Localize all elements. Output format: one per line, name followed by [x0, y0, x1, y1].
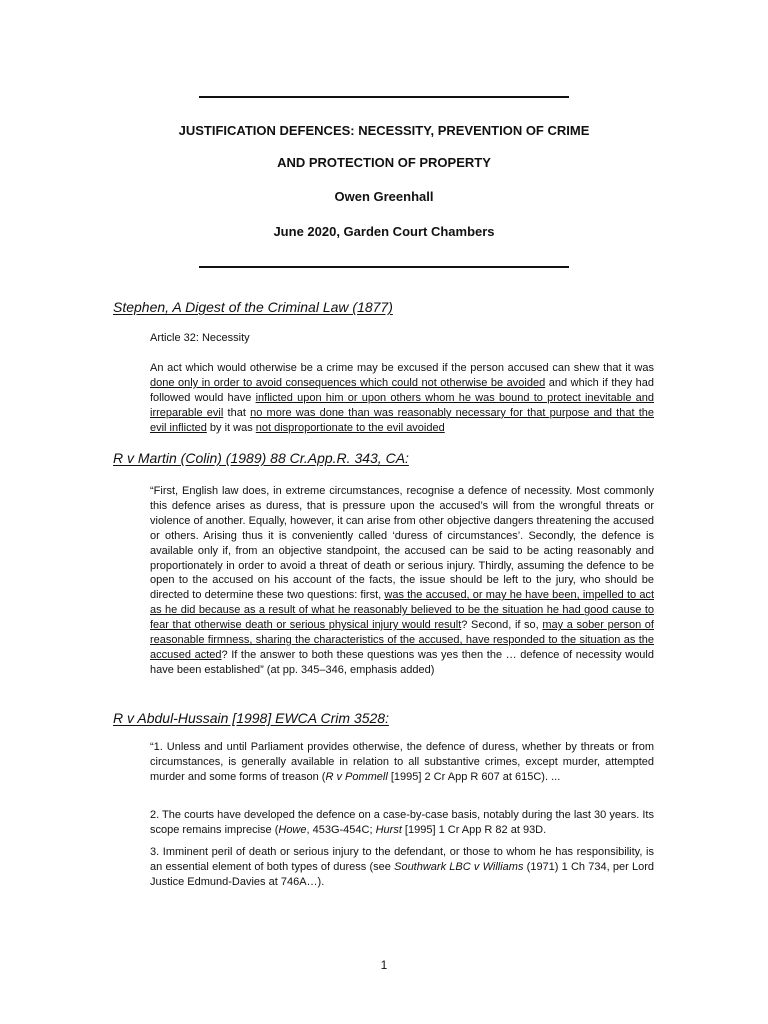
date-line: June 2020, Garden Court Chambers [273, 224, 495, 239]
bottom-rule [199, 266, 569, 268]
title-line-2: AND PROTECTION OF PROPERTY [277, 155, 491, 170]
title-line-1: JUSTIFICATION DEFENCES: NECESSITY, PREVENTION OF CRIME [178, 123, 590, 138]
section-heading-martin: R v Martin (Colin) (1989) 88 Cr.App.R. 343, CA: [113, 450, 409, 466]
stephen-paragraph: An act which would otherwise be a crime may be excused if the person accused can shew that it was done only in order to avoid consequences which could not otherwise be avoided and which if they had followed would have inflicted upon him or upon others whom he was bound to protect inevitable and irreparable evil that no more was done than was reasonably necessary for that purpose and that the evil inflicted by it was not disproportionate to the evil avoided [150, 362, 655, 434]
top-rule [199, 96, 569, 98]
section-heading-abdul-hussain: R v Abdul-Hussain [1998] EWCA Crim 3528: [113, 710, 389, 726]
abdul-hussain-paragraph-2: 2. The courts have developed the defence on a case-by-case basis, notably during the last 30 years. Its scope remains imprecise (Howe, 453G-454C; Hurst [1995] 1 Cr App R 82 at 93D. [150, 809, 654, 836]
abdul-hussain-paragraph-1: “1. Unless and until Parliament provides otherwise, the defence of duress, whether by threats or from circumstances, is generally available in relation to all substantive crimes, except murder, attempted murder and some forms of treason (R v Pommell [1995] 2 Cr App R 607 at 615C). ... [150, 741, 654, 783]
section-heading-stephen: Stephen, A Digest of the Criminal Law (1877) [113, 299, 393, 315]
page-number: 1 [380, 958, 388, 972]
author: Owen Greenhall [334, 189, 434, 204]
martin-quote-paragraph: “First, English law does, in extreme circumstances, recognise a defence of necessity. Most commonly this defence arises as duress, that is pressure upon the accused’s will from the wrongful threats or violence of another. Equally, however, it can arise from other objective dangers threatening the accused or others. Arising thus it is conveniently called ‘duress of circumstances’. Secondly, the defence is available only if, from an objective standpoint, the accused can be said to be acting reasonably and proportionately in order to avoid a threat of death or serious injury. Thirdly, assuming the defence to be open to the accused on his account of the facts, the issue should be left to the jury, who should be directed to determine these two questions: first, was the accused, or may he have been, impelled to act as he did because as a result of what he reasonably believed to be the situation he had good cause to fear that otherwise death or serious physical injury would result? Second, if so, may a sober person of reasonable firmness, sharing the characteristics of the accused, have responded to the situation as the accused acted? If the answer to both these questions was yes then the … defence of necessity would have been established” (at pp. 345–346, emphasis added) [150, 485, 654, 676]
article-label: Article 32: Necessity [150, 332, 250, 344]
abdul-hussain-paragraph-3: 3. Imminent peril of death or serious injury to the defendant, or those to whom he has responsibility, is an essential element of both types of duress (see Southwark LBC v Williams (1971) 1 Ch 734, per Lord Justice Edmund-Davies at 746A…). [150, 846, 654, 888]
